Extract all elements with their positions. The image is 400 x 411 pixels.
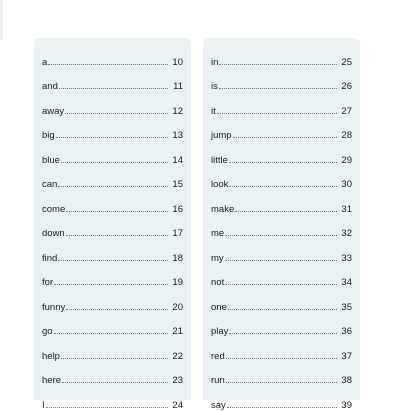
index-word: I [42,399,45,411]
index-word: is [211,81,218,92]
page-number: 16 [172,203,183,215]
page-number: 19 [172,277,183,288]
page-number: 27 [341,105,352,117]
page-number: 33 [341,252,352,264]
index-word: jump [211,130,232,141]
dot-leader [58,185,168,187]
index-word: one [211,301,227,313]
index-entry [211,313,352,338]
index-entry [42,68,183,93]
dot-leader [59,87,168,89]
dot-leader [219,63,337,65]
dot-leader [226,357,337,359]
page-number: 25 [341,56,352,68]
dot-leader [62,381,168,383]
page-number: 15 [172,179,183,190]
index-word: and [42,81,58,92]
dot-leader [217,112,337,114]
page-number: 12 [172,105,183,117]
index-word: come [42,203,66,215]
dot-leader [61,161,168,163]
index-word: for [42,277,54,288]
page-number: 31 [341,203,352,215]
index-entry [42,92,183,117]
index-word: make [211,203,235,215]
index-entry [42,215,183,240]
index-entry [211,386,352,411]
dot-leader [235,210,337,212]
index-entry [211,92,352,117]
index-entry [42,117,183,142]
dot-leader [61,357,168,359]
index-entry [42,386,183,411]
page-number: 11 [173,81,183,92]
dot-leader [227,406,337,408]
dot-leader [225,283,337,285]
dot-leader [229,185,337,187]
index-word: in [211,56,219,68]
page-number: 22 [172,350,183,362]
index-word: not [211,277,225,288]
page-number: 23 [172,375,183,386]
index-word: here [42,375,62,386]
dot-leader [58,259,168,261]
dot-leader [66,210,168,212]
page-corner-tab [0,0,3,40]
dot-leader [65,112,168,114]
index-entry [211,362,352,387]
dot-leader [54,283,168,285]
index-word: away [42,105,65,117]
index-word: say [211,399,226,411]
index-entry [211,190,352,215]
index-word: help [42,350,60,362]
dot-leader [229,332,337,334]
page-number: 24 [172,399,183,411]
index-word: my [211,252,224,264]
index-word: go [42,326,53,337]
page-number: 14 [172,154,183,166]
dot-leader [66,234,168,236]
index-word: run [211,375,225,386]
dot-leader [225,259,337,261]
index-word: little [211,154,228,166]
index-entry [42,190,183,215]
dot-leader [225,234,337,236]
index-entry [42,264,183,289]
dot-leader [228,308,337,310]
index-word: red [211,350,225,362]
dot-leader [233,136,337,138]
page-number: 29 [341,154,352,166]
page-number: 37 [341,350,352,362]
dot-leader [229,161,337,163]
page-number: 30 [341,179,352,190]
index-column-left [34,38,191,411]
index-word: me [211,228,225,239]
index-word: a [42,56,48,68]
page-number: 21 [172,326,183,337]
page-number: 17 [172,228,183,239]
page-number: 10 [172,56,183,68]
page-number: 36 [341,326,352,337]
page-number: 13 [172,130,183,141]
page-number: 20 [172,301,183,313]
page-number: 18 [172,252,183,264]
index-entry [42,166,183,191]
dot-leader [226,381,337,383]
index-entry [42,362,183,387]
page-number: 28 [341,130,352,141]
index-entry [211,337,352,362]
page-number: 38 [341,375,352,386]
index-entry [42,337,183,362]
index-column-right [203,38,360,411]
index-entry [42,239,183,264]
index-entry [211,166,352,191]
index-entry [211,215,352,240]
page-number: 39 [341,399,352,411]
index-word: big [42,130,55,141]
index-word: it [211,105,216,117]
dot-leader [219,87,337,89]
index-entry [211,141,352,166]
index-entry [42,313,183,338]
dot-leader [66,308,168,310]
index-entry [211,264,352,289]
dot-leader [46,406,168,408]
dot-leader [54,332,168,334]
dot-leader [56,136,168,138]
index-word: can [42,179,58,190]
page-number: 26 [341,81,352,92]
index-entry [211,68,352,93]
index-entry [42,141,183,166]
index-entry [42,43,183,68]
index-entry [211,117,352,142]
index-entry [211,43,352,68]
index-word: look [211,179,229,190]
index-entry [42,288,183,313]
page-number: 34 [341,277,352,288]
index-word: find [42,252,58,264]
index-entry [211,288,352,313]
dot-leader [48,63,168,65]
page-number: 32 [341,228,352,239]
index-word: down [42,228,65,239]
index-word: play [211,326,229,337]
index-word: funny [42,301,66,313]
index-entry [211,239,352,264]
page-number: 35 [341,301,352,313]
index-word: blue [42,154,60,166]
